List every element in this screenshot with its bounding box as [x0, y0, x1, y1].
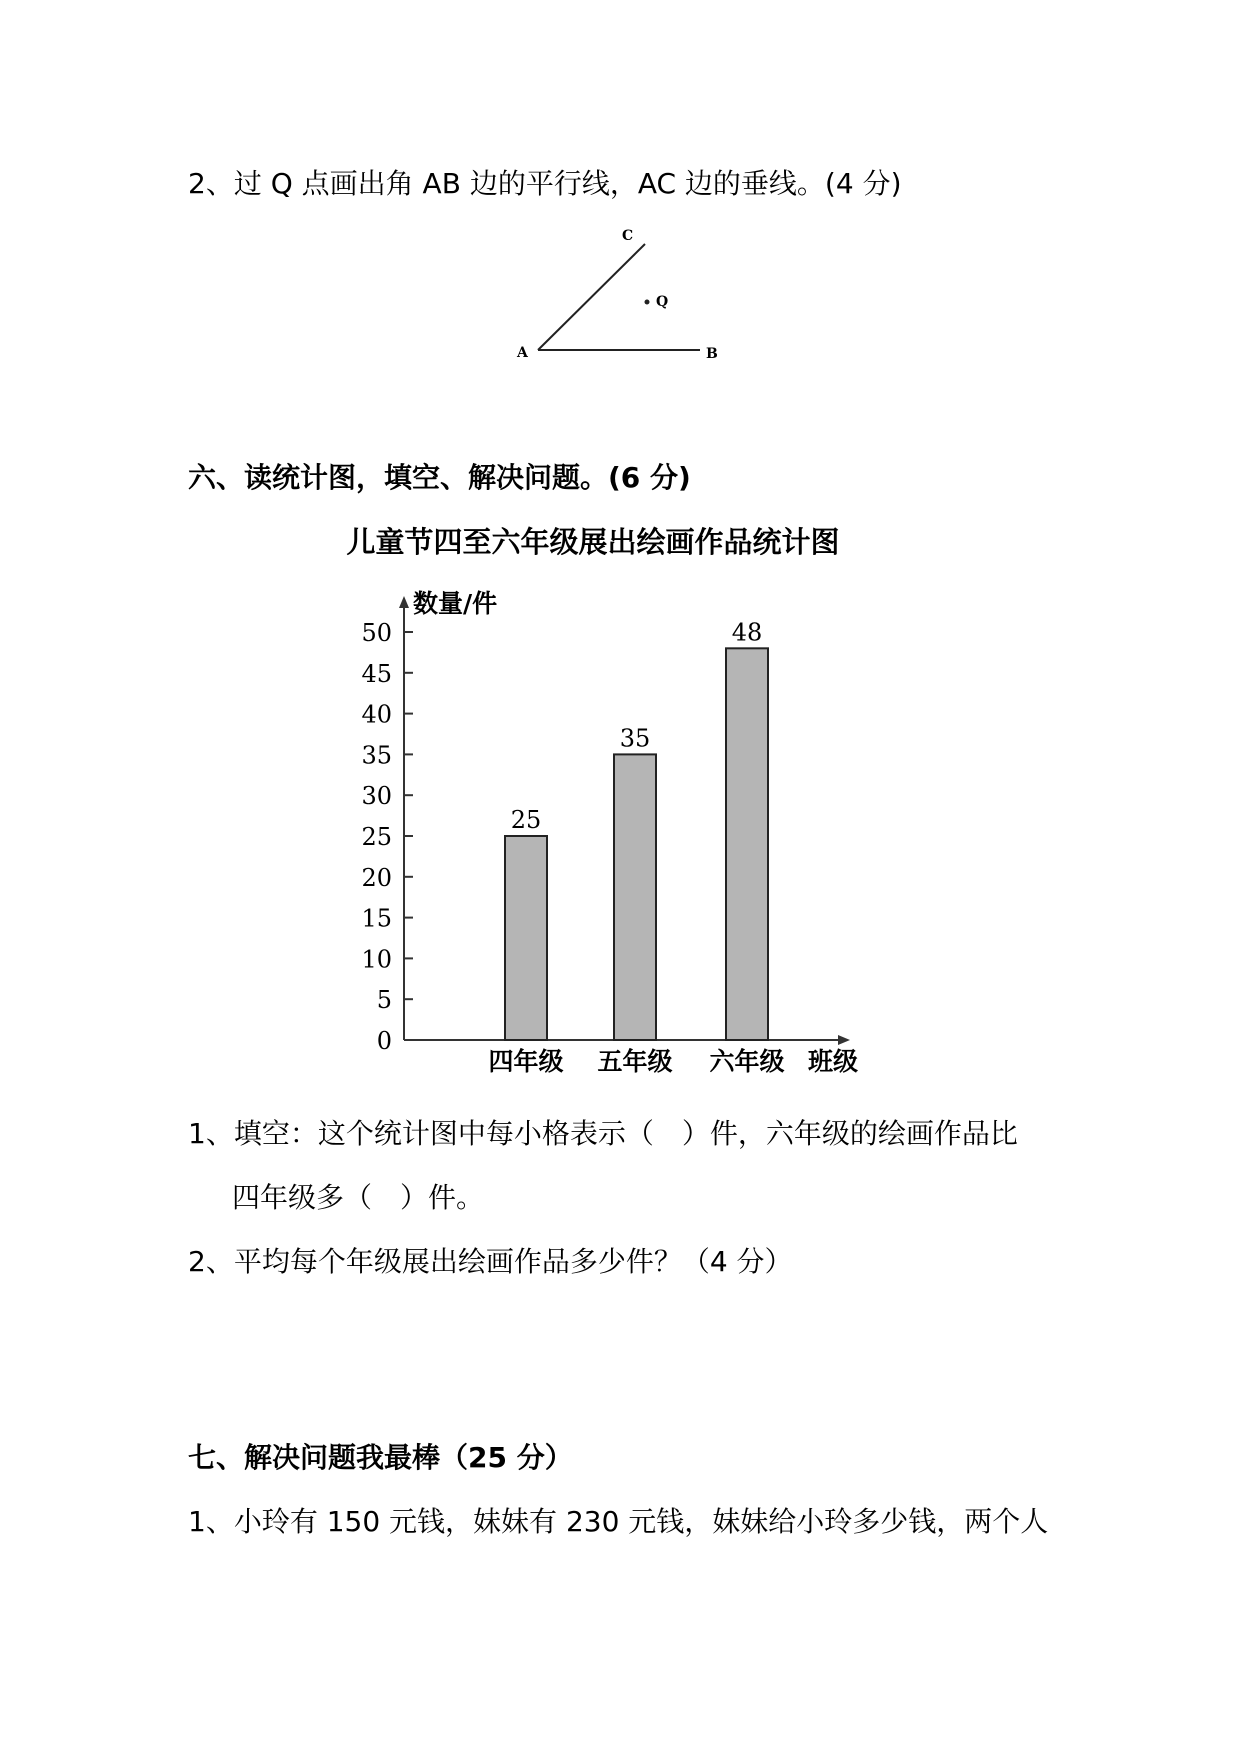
- x-axis-label: 班级: [808, 1047, 859, 1076]
- y-tick-label: 0: [376, 1027, 392, 1055]
- x-category-label: 四年级: [488, 1047, 564, 1076]
- y-tick-label: 30: [361, 782, 392, 811]
- label-a: A: [517, 345, 528, 361]
- question-2-text: 2、过 Q 点画出角 AB 边的平行线，AC 边的垂线。(4 分): [188, 167, 902, 200]
- x-category-label: 六年级: [709, 1047, 785, 1076]
- y-tick-label: 5: [376, 986, 392, 1015]
- y-tick-label: 15: [361, 904, 392, 933]
- x-axis-arrow: [838, 1035, 850, 1045]
- bar-value-label: 25: [510, 806, 542, 834]
- fill-blank-line-1: 1、填空：这个统计图中每小格表示（ ）件，六年级的绘画作品比: [188, 1117, 1018, 1150]
- bar: [505, 836, 547, 1040]
- y-tick-label: 35: [361, 741, 392, 770]
- fill-blank-line-2: 四年级多（ ）件。: [232, 1181, 485, 1214]
- bar: [614, 754, 656, 1040]
- question-average: 2、平均每个年级展出绘画作品多少件？（4 分）: [188, 1245, 793, 1278]
- x-category-label: 五年级: [597, 1047, 673, 1076]
- y-tick-label: 40: [361, 700, 392, 729]
- label-q: Q: [656, 294, 669, 310]
- y-tick-label: 25: [361, 823, 392, 851]
- label-c: C: [622, 228, 634, 244]
- chart-title: 儿童节四至六年级展出绘画作品统计图: [346, 525, 840, 559]
- bar: [726, 648, 768, 1040]
- y-tick-label: 20: [361, 863, 392, 892]
- bar-value-label: 35: [619, 724, 651, 753]
- section-7-question-1: 1、小玲有 150 元钱，妹妹有 230 元钱，妹妹给小玲多少钱，两个人: [188, 1505, 1049, 1538]
- y-axis-arrow: [399, 596, 409, 608]
- bar-value-label: 48: [731, 618, 763, 647]
- label-b: B: [706, 346, 718, 362]
- y-axis-label: 数量/件: [413, 589, 498, 618]
- y-tick-label: 10: [361, 945, 392, 974]
- y-tick-label: 50: [361, 619, 392, 647]
- y-tick-label: 45: [361, 659, 392, 688]
- section-7-heading: 七、解决问题我最棒（25 分）: [188, 1441, 573, 1474]
- section-6-heading: 六、读统计图，填空、解决问题。(6 分): [188, 461, 691, 494]
